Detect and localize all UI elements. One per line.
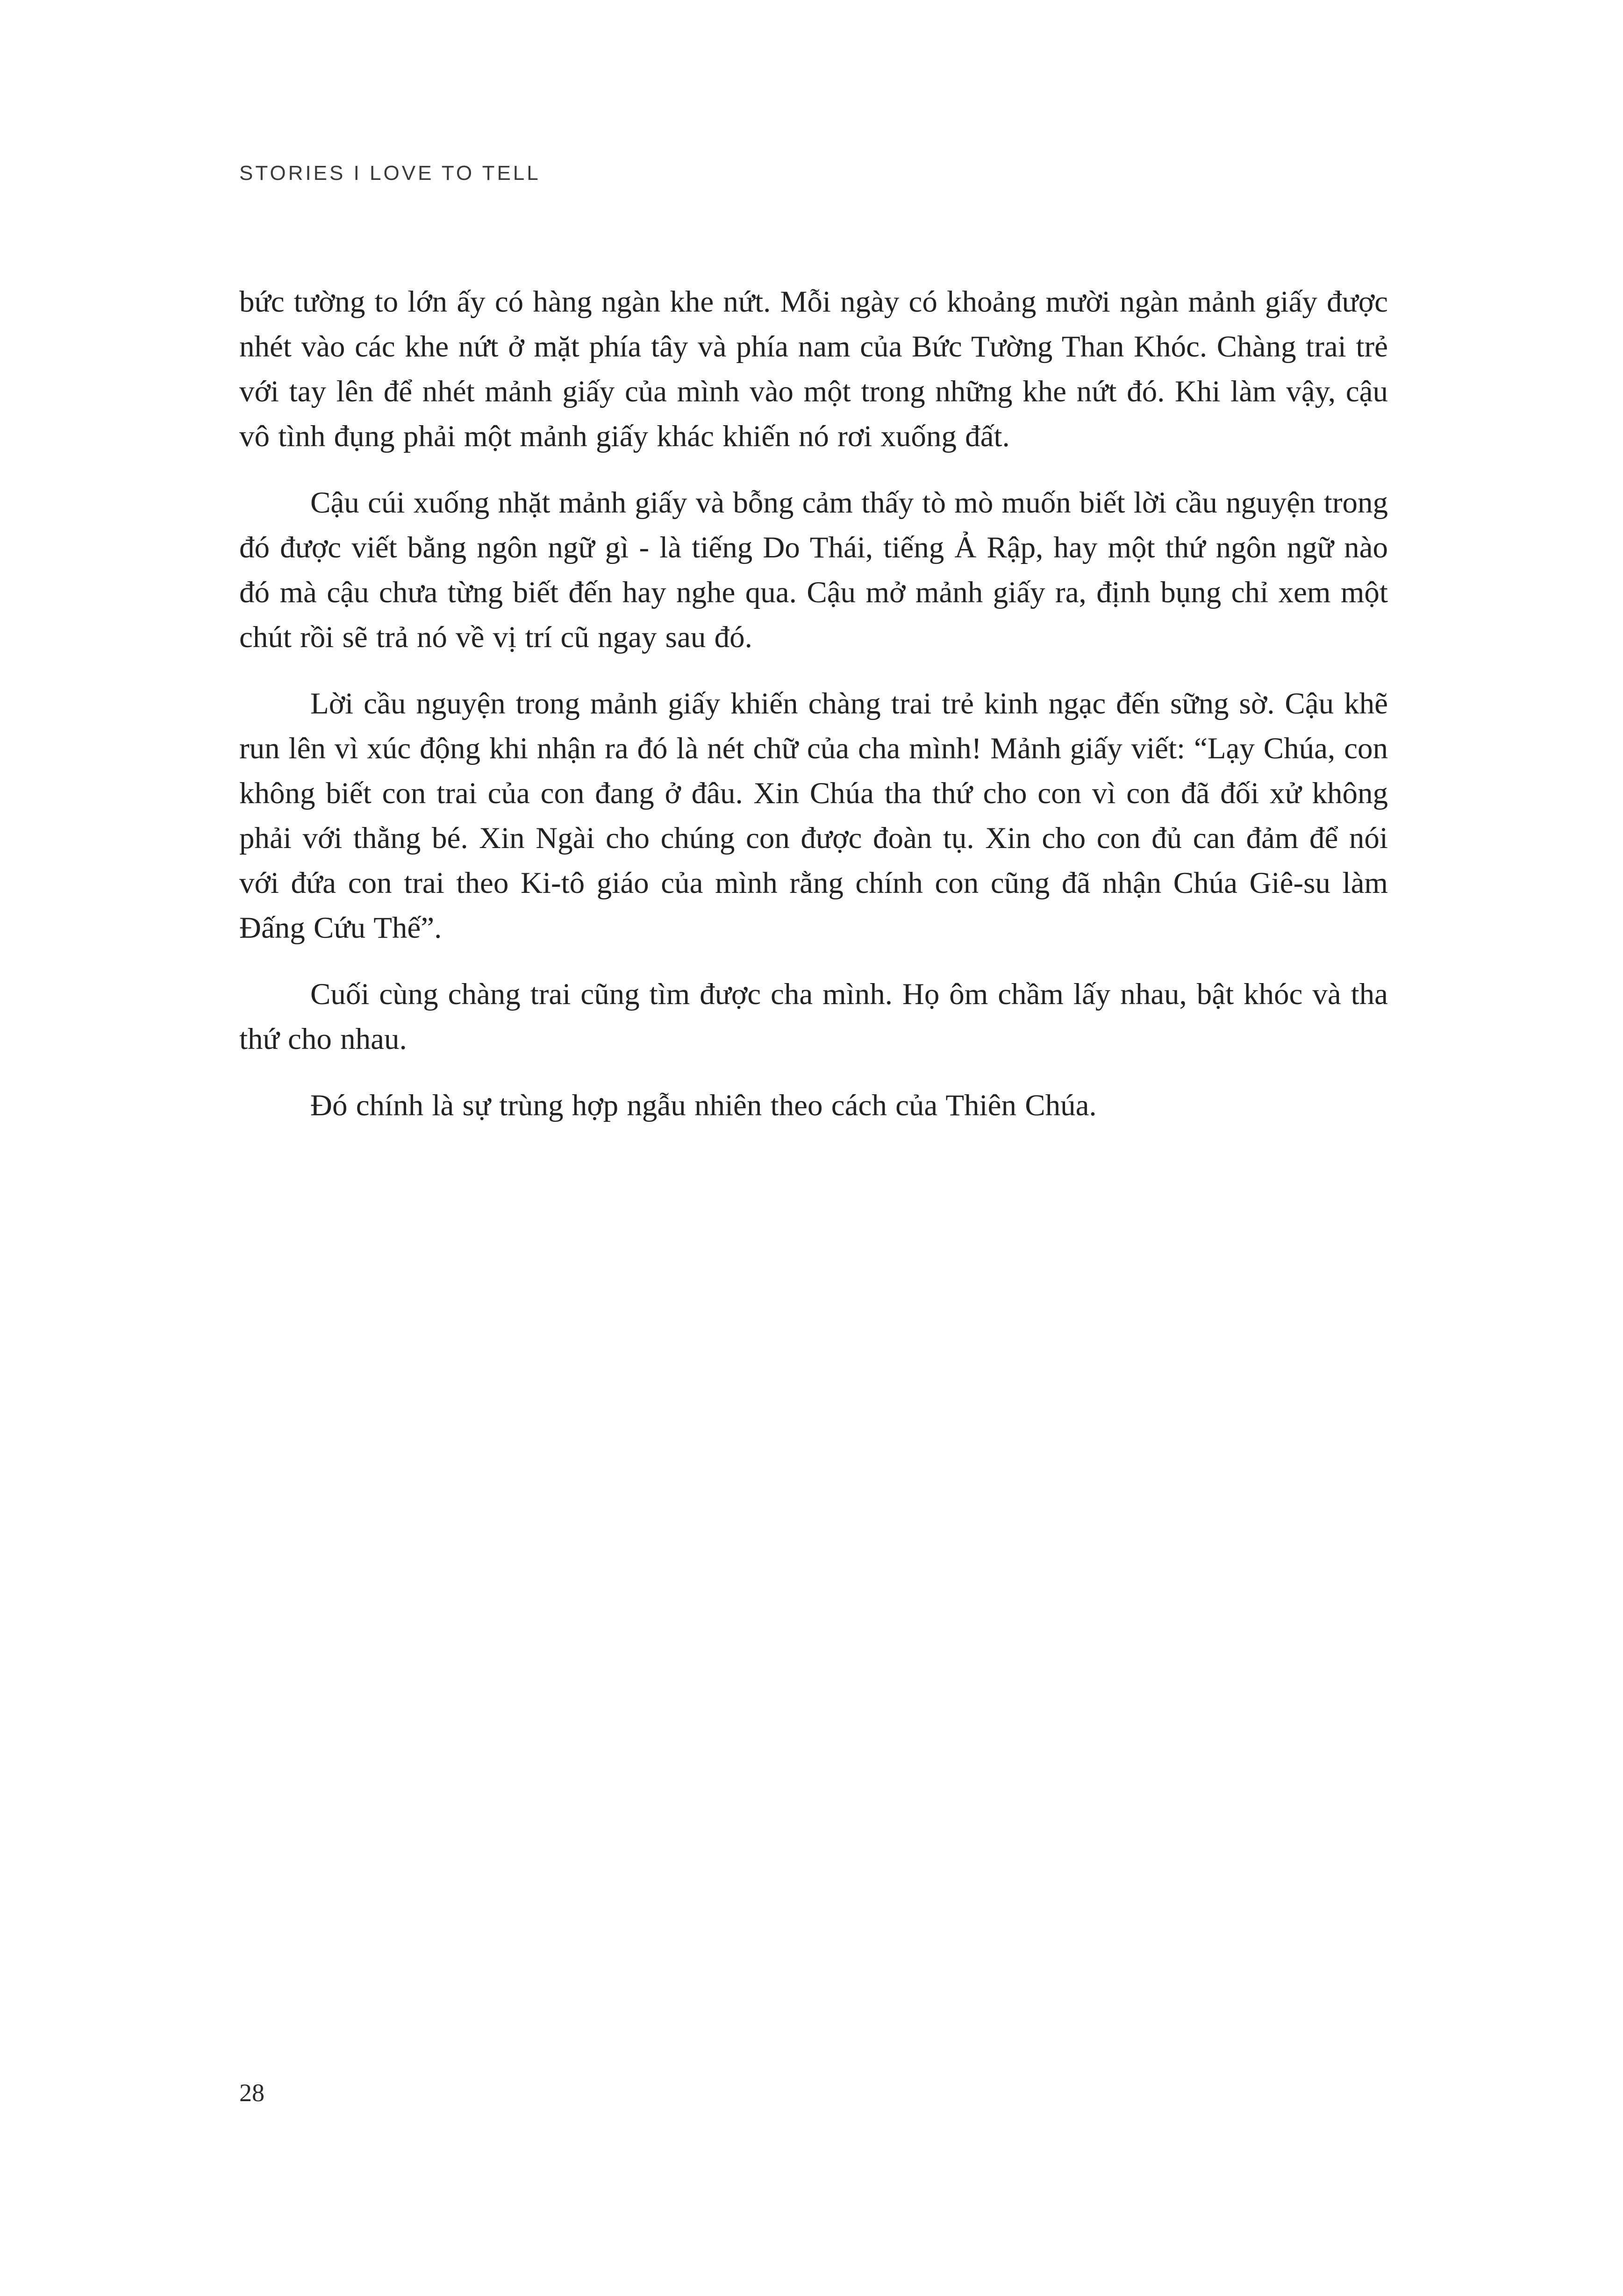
- paragraph: Lời cầu nguyện trong mảnh giấy khiến chàng trai trẻ kinh ngạc đến sững sờ. Cậu khẽ run lên vì xúc động khi nhận ra đó là nét chữ của cha mình! Mảnh giấy viết: “Lạy Chúa, con không biết con trai của con đang ở đâu. Xin Chúa tha thứ cho con vì con đã đối xử không phải với thằng bé. Xin Ngài cho chúng con được đoàn tụ. Xin cho con đủ can đảm để nói với đứa con trai theo Ki-tô giáo của mình rằng chính con cũng đã nhận Chúa Giê-su làm Đấng Cứu Thế”.: [239, 687, 1388, 945]
- running-header-title: STORIES I LOVE TO TELL: [239, 162, 541, 185]
- page-number: 28: [239, 2079, 265, 2107]
- paragraph: Đó chính là sự trùng hợp ngẫu nhiên theo cách của Thiên Chúa.: [310, 1089, 1097, 1122]
- body-text-block: [239, 279, 1388, 1149]
- paragraph: Cậu cúi xuống nhặt mảnh giấy và bỗng cảm thấy tò mò muốn biết lời cầu nguyện trong đó được viết bằng ngôn ngữ gì - là tiếng Do Thái, tiếng Ả Rập, hay một thứ ngôn ngữ nào đó mà cậu chưa từng biết đến hay nghe qua. Cậu mở mảnh giấy ra, định bụng chỉ xem một chút rồi sẽ trả nó về vị trí cũ ngay sau đó.: [239, 486, 1388, 654]
- paragraph: Cuối cùng chàng trai cũng tìm được cha mình. Họ ôm chầm lấy nhau, bật khóc và tha thứ cho nhau.: [239, 977, 1388, 1056]
- paragraph-continuation: bức tường to lớn ấy có hàng ngàn khe nứt. Mỗi ngày có khoảng mười ngàn mảnh giấy được nhét vào các khe nứt ở mặt phía tây và phía nam của Bức Tường Than Khóc. Chàng trai trẻ với tay lên để nhét mảnh giấy của mình vào một trong những khe nứt đó. Khi làm vậy, cậu vô tình đụng phải một mảnh giấy khác khiến nó rơi xuống đất.: [239, 285, 1388, 453]
